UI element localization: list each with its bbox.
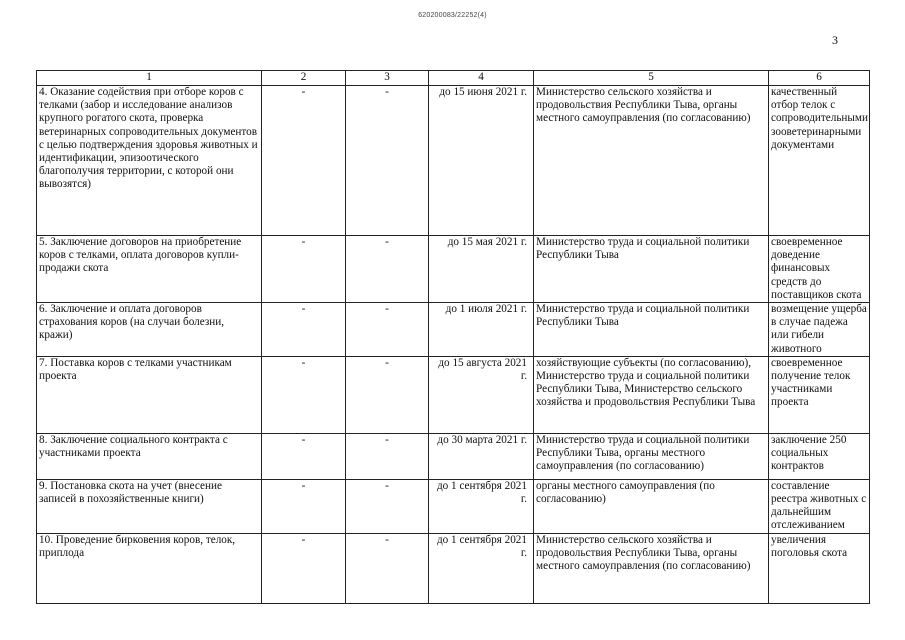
column-3-cell: -: [346, 533, 429, 603]
activities-table: [36, 70, 870, 604]
table-row: [37, 356, 870, 433]
column-2-cell: -: [262, 433, 346, 479]
table-row: [37, 236, 870, 303]
result-cell: заключение 250 социальных контрактов: [769, 433, 870, 479]
column-3-cell: -: [346, 433, 429, 479]
measure-cell: 5. Заключение договоров на приобретение коров с телками, оплата договоров купли-продажи скота: [37, 236, 262, 303]
table-row: [37, 86, 870, 236]
responsible-cell: Министерство труда и социальной политики Республики Тыва, органы местного самоуправления (по согласованию): [534, 433, 769, 479]
measure-cell: 8. Заключение социального контракта с участниками проекта: [37, 433, 262, 479]
column-header-6: 6: [769, 71, 870, 86]
document-id: 620200083/22252(4): [418, 12, 487, 19]
column-2-cell: -: [262, 236, 346, 303]
measure-cell: 10. Проведение бирковения коров, телок, приплода: [37, 533, 262, 603]
column-2-cell: -: [262, 303, 346, 357]
deadline-cell: до 1 сентября 2021 г.: [429, 479, 534, 533]
measure-cell: 7. Поставка коров с телками участникам проекта: [37, 356, 262, 433]
column-header-4: 4: [429, 71, 534, 86]
table-row: [37, 433, 870, 479]
measure-cell: 6. Заключение и оплата договоров страхования коров (на случаи болезни, кражи): [37, 303, 262, 357]
deadline-cell: до 1 июля 2021 г.: [429, 303, 534, 357]
responsible-cell: Министерство труда и социальной политики Республики Тыва: [534, 303, 769, 357]
deadline-cell: до 15 июня 2021 г.: [429, 86, 534, 236]
table-row: [37, 303, 870, 357]
responsible-cell: хозяйствующие субъекты (по согласованию), Министерство труда и социальной политики Республики Тыва, Министерство сельского хозяйства и продовольствия Республики Тыва: [534, 356, 769, 433]
responsible-cell: Министерство сельского хозяйства и продовольствия Республики Тыва, органы местного самоуправления (по согласованию): [534, 533, 769, 603]
column-2-cell: -: [262, 533, 346, 603]
table-row: [37, 533, 870, 603]
column-header-3: 3: [346, 71, 429, 86]
measure-cell: 9. Постановка скота на учет (внесение записей в похозяйственные книги): [37, 479, 262, 533]
result-cell: возмещение ущерба в случае падежа или гибели животного: [769, 303, 870, 357]
column-2-cell: -: [262, 356, 346, 433]
column-3-cell: -: [346, 236, 429, 303]
column-2-cell: -: [262, 479, 346, 533]
deadline-cell: до 15 августа 2021 г.: [429, 356, 534, 433]
column-3-cell: -: [346, 356, 429, 433]
result-cell: увеличения поголовья скота: [769, 533, 870, 603]
deadline-cell: до 15 мая 2021 г.: [429, 236, 534, 303]
result-cell: своевременное доведение финансовых средств до поставщиков скота: [769, 236, 870, 303]
page-number: 3: [832, 33, 838, 47]
deadline-cell: до 30 марта 2021 г.: [429, 433, 534, 479]
column-2-cell: -: [262, 86, 346, 236]
column-header-2: 2: [262, 71, 346, 86]
column-3-cell: -: [346, 86, 429, 236]
column-3-cell: -: [346, 303, 429, 357]
result-cell: своевременное получение телок участниками проекта: [769, 356, 870, 433]
column-header-1: 1: [37, 71, 262, 86]
responsible-cell: органы местного самоуправления (по согласованию): [534, 479, 769, 533]
column-header-5: 5: [534, 71, 769, 86]
table-row: [37, 479, 870, 533]
result-cell: качественный отбор телок с сопроводительными зооветеринарными документами: [769, 86, 870, 236]
responsible-cell: Министерство сельского хозяйства и продовольствия Республики Тыва, органы местного самоуправления (по согласованию): [534, 86, 769, 236]
responsible-cell: Министерство труда и социальной политики Республики Тыва: [534, 236, 769, 303]
column-3-cell: -: [346, 479, 429, 533]
deadline-cell: до 1 сентября 2021 г.: [429, 533, 534, 603]
measure-cell: 4. Оказание содействия при отборе коров с телками (забор и исследование анализов крупного рогатого скота, проверка ветеринарных сопроводительных документов с целью подтверждения здоровья животных и идентификации, эпизоотического благополучия территории, с которой они вывозятся): [37, 86, 262, 236]
result-cell: составление реестра животных с дальнейшим отслеживанием: [769, 479, 870, 533]
table-header-row: [37, 71, 870, 86]
